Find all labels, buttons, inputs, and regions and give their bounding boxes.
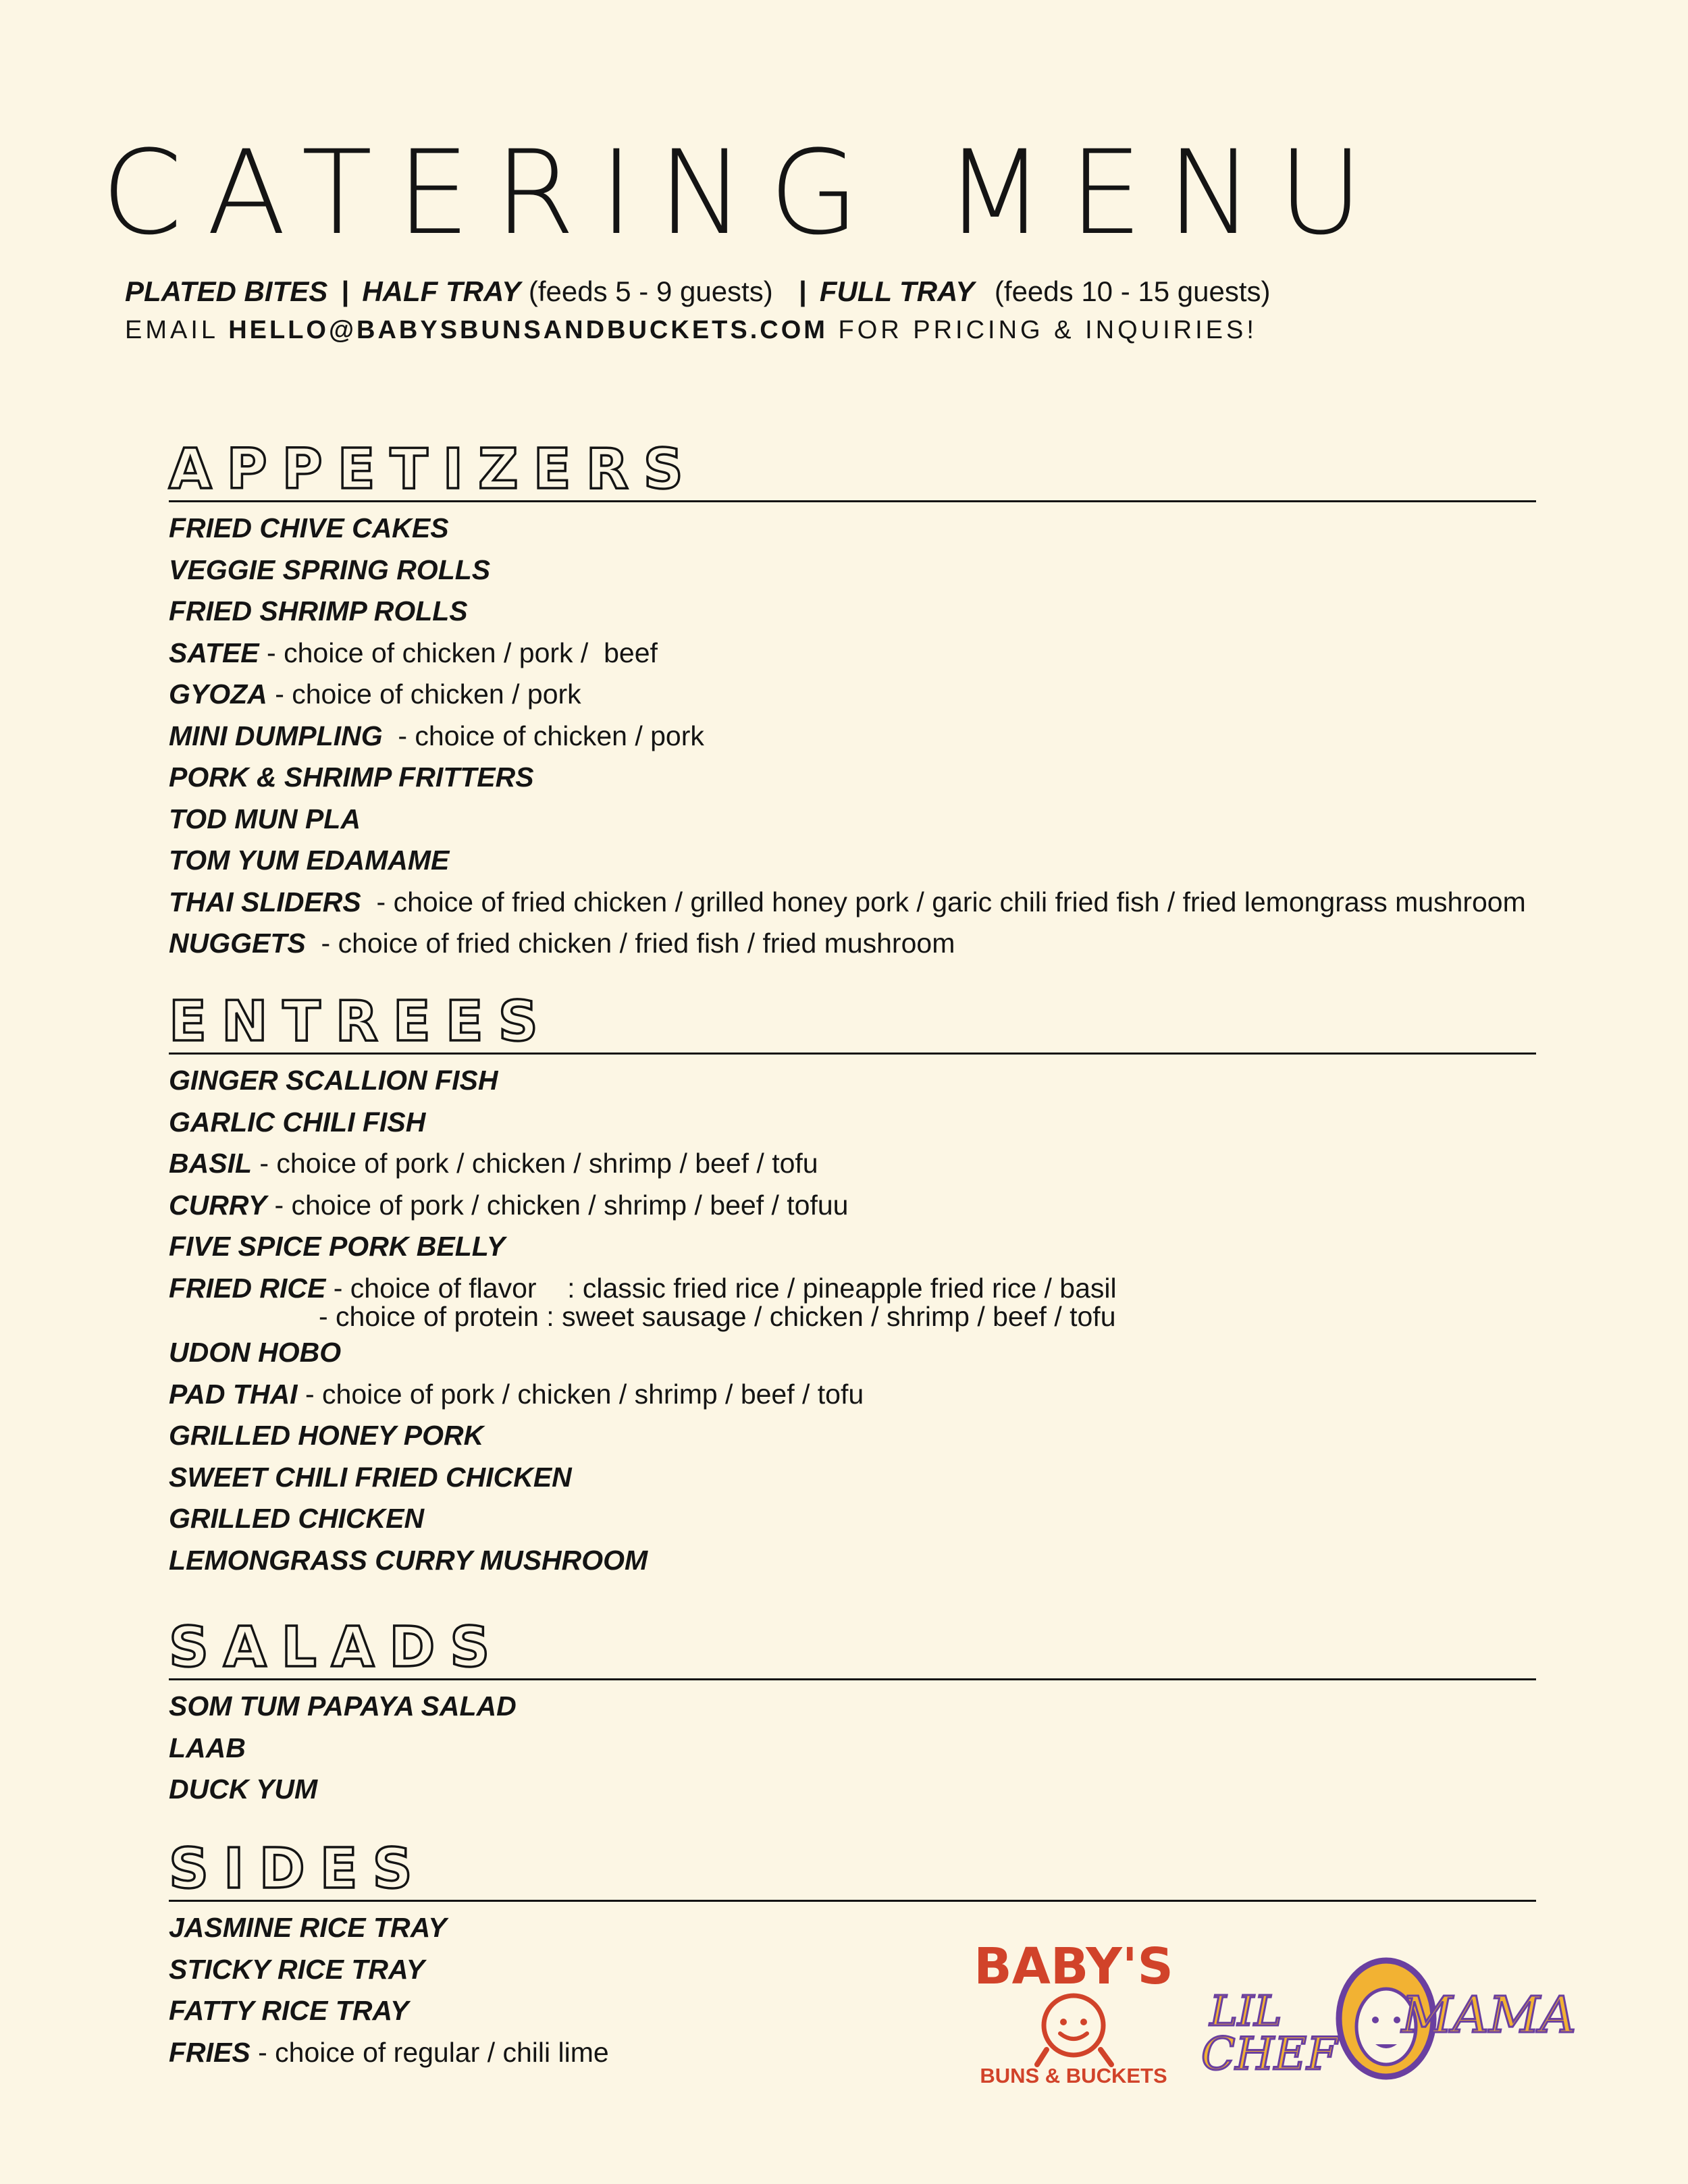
menu-item: [169, 674, 1536, 716]
menu-item: [169, 550, 1536, 591]
menu-item: [169, 1060, 1536, 1102]
tray-sizes-line: [125, 275, 1270, 308]
logo-mama: MAMA: [1401, 1986, 1577, 2044]
menu-item-description: - choice of flavor : classic fried rice / pineapple fried rice / basil: [325, 1272, 1117, 1304]
menu-item-name: GRILLED CHICKEN: [169, 1503, 425, 1534]
menu-item: [169, 840, 1536, 882]
logo-lil: LIL: [1209, 1986, 1282, 2035]
menu-item-description: - choice of fried chicken / grilled honey pork / garic chili fried fish / fried lemongrass mushroom: [361, 886, 1526, 917]
mascot-face: [1044, 1996, 1103, 2055]
menu-item: [169, 716, 1536, 757]
menu-item: [169, 799, 1536, 841]
appetizers-section: [169, 437, 1536, 965]
menu-item-name: PORK & SHRIMP FRITTERS: [169, 762, 534, 793]
menu-item: [169, 1268, 1536, 1333]
menu-list: [169, 1060, 1536, 1581]
full-tray-label: FULL TRAY: [819, 275, 975, 307]
logo-subtitle: BUNS & BUCKETS: [980, 2064, 1167, 2087]
menu-item-name: THAI SLIDERS: [169, 886, 361, 917]
menu-item-name: FATTY RICE TRAY: [169, 1995, 409, 2026]
salads-section: [169, 1616, 1536, 1811]
menu-list: [169, 508, 1536, 965]
menu-item-name: VEGGIE SPRING ROLLS: [169, 554, 491, 585]
menu-item: [169, 508, 1536, 550]
menu-item-name: DUCK YUM: [169, 1774, 318, 1805]
menu-item: [169, 1102, 1536, 1144]
menu-item: [169, 923, 1536, 965]
menu-item-description: - choice of regular / chili lime: [250, 2036, 609, 2068]
menu-item-name: JASMINE RICE TRAY: [169, 1912, 447, 1943]
menu-item-description: - choice of chicken / pork: [382, 720, 704, 751]
menu-item: [169, 1686, 1536, 1728]
menu-item-name: UDON HOBO: [169, 1337, 342, 1368]
menu-item: [169, 1374, 1536, 1416]
email-tail: FOR PRICING & INQUIRIES!: [838, 316, 1257, 344]
separator: |: [340, 275, 349, 307]
menu-item-name: SATEE: [169, 637, 259, 668]
menu-item: [169, 1143, 1536, 1185]
menu-item: [169, 757, 1536, 799]
menu-item-name: TOM YUM EDAMAME: [169, 845, 450, 876]
menu-item-name: SOM TUM PAPAYA SALAD: [169, 1690, 517, 1722]
menu-item-name: PAD THAI: [169, 1378, 298, 1410]
menu-item-name: TOD MUN PLA: [169, 803, 361, 834]
half-tray-label: HALF TRAY: [362, 275, 521, 307]
menu-list: [169, 1686, 1536, 1811]
contact-line: [125, 316, 1257, 345]
plated-bites-label: PLATED BITES: [125, 275, 328, 307]
menu-item-description: - choice of pork / chicken / shrimp / beef / tofu: [297, 1378, 864, 1410]
menu-item-name: LEMONGRASS CURRY MUSHROOM: [169, 1544, 648, 1576]
logo-chef-word: CHEF: [1201, 2028, 1338, 2080]
section-title: APPETIZERS: [169, 437, 698, 502]
menu-item-name: FRIED CHIVE CAKES: [169, 512, 449, 543]
menu-item-name: LAAB: [169, 1732, 246, 1763]
section-title: SIDES: [169, 1837, 427, 1901]
menu-item: [169, 633, 1536, 674]
menu-item-name: FIVE SPICE PORK BELLY: [169, 1231, 506, 1262]
menu-item-description: - choice of chicken / pork / beef: [259, 637, 658, 668]
half-tray-note: (feeds 5 - 9 guests): [528, 275, 773, 307]
menu-item: [169, 1728, 1536, 1769]
page-title: CATERING MENU: [101, 125, 1388, 261]
menu-item-name: FRIED SHRIMP ROLLS: [169, 595, 468, 627]
entrees-section: [169, 990, 1536, 1581]
section-title: SALADS: [169, 1616, 505, 1680]
menu-item-name: GARLIC CHILI FISH: [169, 1106, 426, 1138]
menu-item-name: NUGGETS: [169, 928, 306, 959]
menu-item-description: - choice of pork / chicken / shrimp / beef / tofu: [252, 1148, 818, 1179]
menu-item-name: CURRY: [169, 1189, 267, 1221]
babys-buns-buckets-logo: [972, 1931, 1175, 2093]
lil-chef-mama-logo: [1201, 1944, 1577, 2106]
menu-item-name: FRIED RICE: [169, 1272, 326, 1304]
menu-item: [169, 1415, 1536, 1457]
menu-item: [169, 591, 1536, 633]
full-tray-note: (feeds 10 - 15 guests): [994, 275, 1271, 307]
menu-item: [169, 1332, 1536, 1374]
menu-item: [169, 1907, 1536, 1949]
section-title: ENTREES: [169, 990, 553, 1054]
menu-item: [169, 1540, 1536, 1582]
menu-item-description: - choice of fried chicken / fried fish / fried mushroom: [305, 928, 955, 959]
menu-item-name: GYOZA: [169, 678, 267, 710]
menu-item: [169, 1498, 1536, 1540]
logo-word: BABY'S: [974, 1938, 1173, 1996]
menu-item-name: BASIL: [169, 1148, 252, 1179]
menu-item-name: SWEET CHILI FRIED CHICKEN: [169, 1461, 572, 1493]
menu-item: [169, 1457, 1536, 1499]
menu-item-name: FRIES: [169, 2036, 250, 2068]
email-link[interactable]: HELLO@BABYSBUNSANDBUCKETS.COM: [228, 316, 828, 344]
menu-item-name: STICKY RICE TRAY: [169, 1953, 425, 1985]
menu-item: [169, 1769, 1536, 1811]
menu-item-name: GRILLED HONEY PORK: [169, 1420, 484, 1451]
separator: |: [798, 275, 807, 307]
menu-item-name: GINGER SCALLION FISH: [169, 1065, 498, 1096]
menu-item-description-2: - choice of protein : sweet sausage / chicken / shrimp / beef / tofu: [319, 1301, 1116, 1332]
menu-item: [169, 1185, 1536, 1227]
email-label: EMAIL: [125, 316, 218, 344]
menu-item: [169, 1226, 1536, 1268]
menu-item-description: - choice of pork / chicken / shrimp / beef / tofuu: [267, 1189, 849, 1221]
menu-item-description: - choice of chicken / pork: [267, 678, 581, 710]
menu-item-name: MINI DUMPLING: [169, 720, 383, 751]
menu-item: [169, 882, 1536, 924]
